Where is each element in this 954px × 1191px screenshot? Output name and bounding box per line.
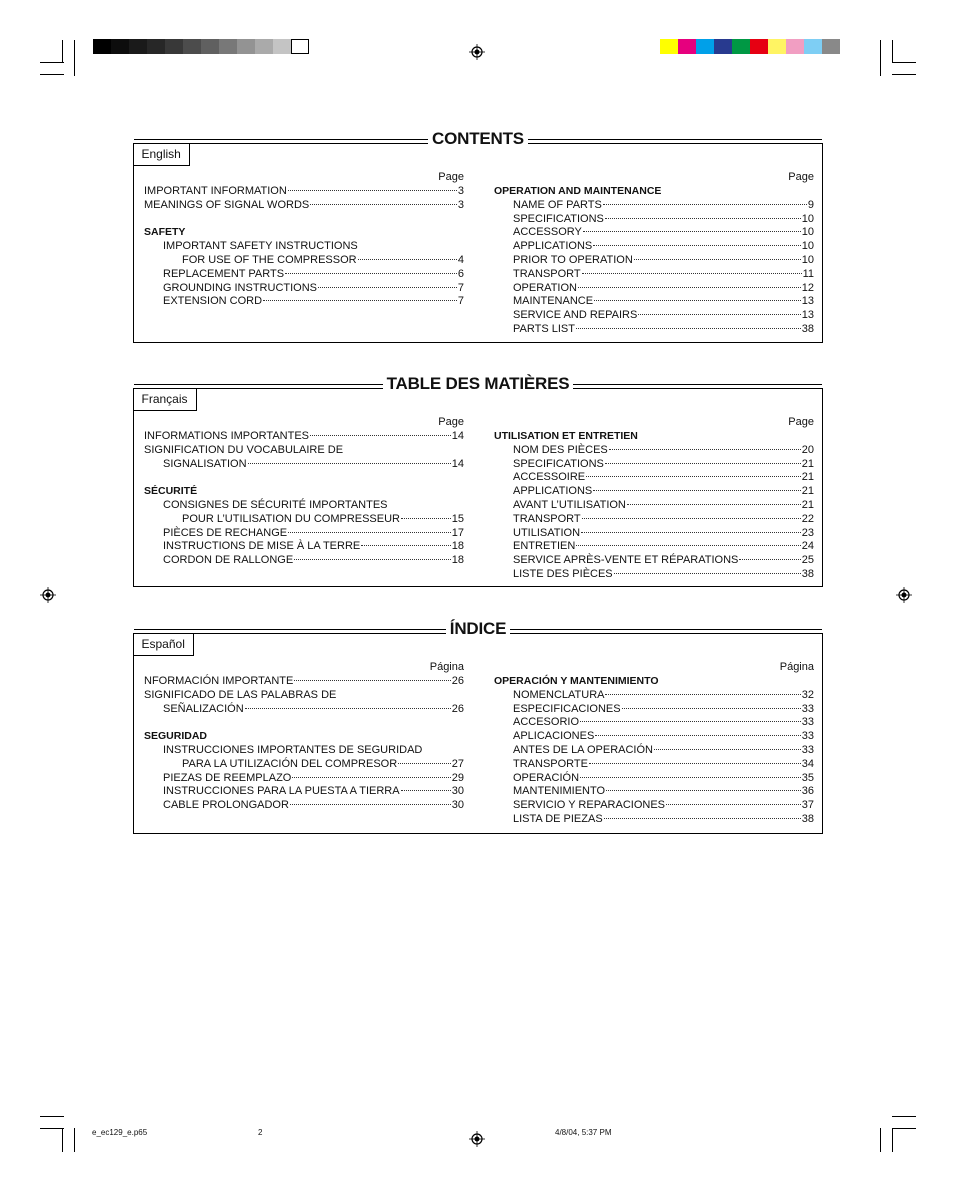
toc-leader-dots xyxy=(288,190,457,191)
toc-entry xyxy=(494,282,814,296)
language-label: Français xyxy=(133,388,197,411)
toc-leader-dots xyxy=(576,545,800,546)
toc-entry-page: 10 xyxy=(801,240,814,253)
crop-mark xyxy=(62,1128,63,1152)
toc-leader-dots xyxy=(294,680,450,681)
toc-entry-page: 38 xyxy=(801,322,814,335)
toc-right-column xyxy=(494,661,814,827)
toc-entry xyxy=(494,323,814,337)
toc-entry-page: 12 xyxy=(801,281,814,294)
toc-entry-title: CORDON DE RALLONGE xyxy=(163,554,294,567)
toc-entry xyxy=(144,444,464,458)
toc-entry-page: 10 xyxy=(801,212,814,225)
contents-section-french xyxy=(133,374,823,587)
toc-entry-title: APPLICATIONS xyxy=(513,240,593,253)
toc-leader-dots xyxy=(586,476,801,477)
toc-entry xyxy=(494,268,814,282)
toc-entry-title: EXTENSION CORD xyxy=(163,295,263,308)
toc-entry xyxy=(494,568,814,582)
toc-entry-title: SIGNIFICADO DE LAS PALABRAS DE xyxy=(144,688,337,701)
toc-entry-page: 35 xyxy=(801,771,814,784)
toc-entry xyxy=(494,226,814,240)
color-swatch xyxy=(93,39,111,54)
toc-entry xyxy=(494,730,814,744)
toc-leader-dots xyxy=(248,463,451,464)
toc-group-heading: UTILISATION ET ENTRETIEN xyxy=(494,430,638,442)
toc-leader-dots xyxy=(638,314,800,315)
toc-entry xyxy=(144,430,464,444)
toc-leader-dots xyxy=(627,504,801,505)
toc-entry xyxy=(144,675,464,689)
toc-entry-page: 33 xyxy=(801,702,814,715)
toc-entry-title: ESPECIFICACIONES xyxy=(513,702,621,715)
crop-mark xyxy=(892,40,893,62)
toc-entry xyxy=(494,758,814,772)
color-swatch xyxy=(129,39,147,54)
crop-mark xyxy=(40,62,64,63)
section-heading: CONTENTS xyxy=(428,129,528,149)
toc-entry xyxy=(144,268,464,282)
registration-mark-icon xyxy=(469,1131,485,1147)
toc-entry-title: NOMENCLATURA xyxy=(513,688,605,701)
toc-entry-title: GROUNDING INSTRUCTIONS xyxy=(163,281,317,294)
toc-group-heading: SEGURIDAD xyxy=(144,730,208,743)
toc-entry-page: 13 xyxy=(801,295,814,308)
toc-leader-dots xyxy=(583,231,801,232)
crop-mark xyxy=(892,74,916,75)
toc-entry xyxy=(494,554,814,568)
toc-entry-title: FOR USE OF THE COMPRESSOR xyxy=(182,253,357,266)
toc-entry-title: SEÑALIZACIÓN xyxy=(163,702,244,715)
page-column-header: Página xyxy=(779,661,814,673)
toc-leader-dots xyxy=(580,721,801,722)
toc-entry-title: POUR L’UTILISATION DU COMPRESSEUR xyxy=(182,512,400,525)
color-swatch xyxy=(732,39,750,54)
toc-entry-page: 23 xyxy=(801,526,814,539)
color-swatch xyxy=(750,39,768,54)
toc-entry-page: 17 xyxy=(451,526,464,539)
footer-timestamp: 4/8/04, 5:37 PM xyxy=(555,1128,612,1137)
toc-entry xyxy=(144,513,464,527)
toc-entry xyxy=(494,703,814,717)
toc-leader-dots xyxy=(634,259,801,260)
toc-entry-title: IMPORTANT INFORMATION xyxy=(144,185,287,197)
toc-entry-page: 6 xyxy=(457,267,464,280)
contents-section-spanish xyxy=(133,619,823,834)
toc-entry-title: NFORMACIÓN IMPORTANTE xyxy=(144,675,294,687)
toc-leader-dots xyxy=(578,287,801,288)
color-swatch xyxy=(237,39,255,54)
toc-entry-page: 30 xyxy=(451,785,464,798)
toc-leader-dots xyxy=(593,245,800,246)
toc-leader-dots xyxy=(739,559,800,560)
toc-entry xyxy=(494,309,814,323)
toc-entry-title: NOM DES PIÈCES xyxy=(513,443,608,456)
toc-entry-page: 36 xyxy=(801,785,814,798)
toc-leader-dots xyxy=(595,735,800,736)
toc-entry-page: 4 xyxy=(457,253,464,266)
toc-leader-dots xyxy=(318,287,457,288)
toc-leader-dots xyxy=(589,763,801,764)
toc-entry-title: APLICACIONES xyxy=(513,730,595,743)
toc-entry-page: 33 xyxy=(801,730,814,743)
toc-entry xyxy=(494,240,814,254)
toc-leader-dots xyxy=(401,790,451,791)
toc-entry xyxy=(494,772,814,786)
toc-entry-title: CONSIGNES DE SÉCURITÉ IMPORTANTES xyxy=(163,498,388,511)
toc-left-column xyxy=(144,171,464,309)
toc-entry-title: SIGNALISATION xyxy=(163,457,247,470)
toc-entry xyxy=(144,689,464,703)
toc-right-column xyxy=(494,171,814,337)
toc-entry xyxy=(144,527,464,541)
toc-entry xyxy=(144,499,464,513)
toc-entry-title: PARTS LIST xyxy=(513,322,575,335)
toc-leader-dots xyxy=(654,749,801,750)
spacer xyxy=(144,471,464,485)
toc-entry-title: SIGNIFICATION DU VOCABULAIRE DE xyxy=(144,443,344,456)
toc-entry xyxy=(494,527,814,541)
color-swatch xyxy=(804,39,822,54)
toc-entry-page: 26 xyxy=(451,675,464,687)
spacer xyxy=(144,716,464,730)
toc-entry-title: IMPORTANT SAFETY INSTRUCTIONS xyxy=(163,240,358,253)
toc-entry xyxy=(494,254,814,268)
toc-entry-page: 29 xyxy=(451,771,464,784)
toc-entry-page: 33 xyxy=(801,743,814,756)
toc-entry xyxy=(494,799,814,813)
toc-entry xyxy=(144,240,464,254)
toc-leader-dots xyxy=(310,204,457,205)
toc-leader-dots xyxy=(581,532,801,533)
registration-mark-icon xyxy=(40,587,56,603)
page-column-header: Page xyxy=(438,416,464,428)
toc-entry-title: SERVICIO Y REPARACIONES xyxy=(513,799,666,812)
toc-leader-dots xyxy=(245,708,451,709)
toc-entry-page: 37 xyxy=(801,799,814,812)
color-swatch xyxy=(183,39,201,54)
crop-mark xyxy=(892,62,916,63)
color-swatch xyxy=(714,39,732,54)
footer-filename: e_ec129_e.p65 xyxy=(92,1128,148,1137)
toc-leader-dots xyxy=(604,818,801,819)
toc-leader-dots xyxy=(358,259,457,260)
toc-entry-title: MEANINGS OF SIGNAL WORDS xyxy=(144,198,310,211)
toc-entry-page: 32 xyxy=(801,688,814,701)
color-swatch xyxy=(768,39,786,54)
toc-entry-title: SERVICE APRÈS-VENTE ET RÉPARATIONS xyxy=(513,554,739,567)
toc-entry-page: 7 xyxy=(457,295,464,308)
section-heading: TABLE DES MATIÈRES xyxy=(383,374,574,394)
toc-leader-dots xyxy=(290,804,451,805)
toc-entry-page: 11 xyxy=(802,267,814,280)
toc-entry-title: INSTRUCCIONES PARA LA PUESTA A TIERRA xyxy=(163,785,400,798)
process-color-bar xyxy=(660,39,840,54)
toc-entry-page: 25 xyxy=(801,554,814,567)
toc-entry-title: CABLE PROLONGADOR xyxy=(163,799,289,812)
color-swatch xyxy=(201,39,219,54)
toc-entry xyxy=(144,185,464,199)
toc-entry xyxy=(144,199,464,213)
toc-group-heading: SAFETY xyxy=(144,226,186,239)
toc-entry-page: 21 xyxy=(801,457,814,470)
toc-entry-title: PRIOR TO OPERATION xyxy=(513,253,633,266)
toc-entry-page: 9 xyxy=(807,198,814,211)
color-swatch xyxy=(822,39,840,54)
color-swatch xyxy=(273,39,291,54)
toc-leader-dots xyxy=(398,763,451,764)
toc-entry-title: ENTRETIEN xyxy=(513,540,576,553)
toc-entry xyxy=(144,540,464,554)
language-label: English xyxy=(133,143,190,166)
section-title xyxy=(134,129,822,149)
crop-mark xyxy=(892,1116,916,1117)
color-swatch xyxy=(219,39,237,54)
color-swatch xyxy=(111,39,129,54)
toc-leader-dots xyxy=(310,435,451,436)
toc-entry xyxy=(494,513,814,527)
toc-entry-title: LISTA DE PIEZAS xyxy=(513,812,603,825)
toc-entry-page: 13 xyxy=(801,309,814,322)
toc-entry-page: 34 xyxy=(801,757,814,770)
toc-leader-dots xyxy=(609,449,801,450)
toc-entry-page: 3 xyxy=(457,185,464,197)
page-column-header: Page xyxy=(788,416,814,428)
toc-entry-title: REPLACEMENT PARTS xyxy=(163,267,285,280)
page-column-header: Page xyxy=(438,171,464,183)
color-swatch xyxy=(678,39,696,54)
registration-mark-icon xyxy=(896,587,912,603)
toc-leader-dots xyxy=(622,708,801,709)
color-swatch xyxy=(291,39,309,54)
crop-mark xyxy=(880,40,881,76)
toc-entry-page: 26 xyxy=(451,702,464,715)
toc-entry-page: 20 xyxy=(801,443,814,456)
toc-entry xyxy=(144,458,464,472)
section-title xyxy=(134,374,822,394)
registration-mark-icon xyxy=(469,44,485,60)
toc-entry-title: MAINTENANCE xyxy=(513,295,594,308)
toc-entry-page: 21 xyxy=(801,498,814,511)
toc-entry-page: 22 xyxy=(801,512,814,525)
toc-entry-title: INSTRUCCIONES IMPORTANTES DE SEGURIDAD xyxy=(163,743,423,756)
toc-entry xyxy=(494,785,814,799)
toc-entry-page: 18 xyxy=(451,540,464,553)
toc-leader-dots xyxy=(294,559,451,560)
toc-entry-title: ACCESSOIRE xyxy=(513,471,586,484)
color-swatch xyxy=(660,39,678,54)
toc-leader-dots xyxy=(263,300,457,301)
toc-entry xyxy=(494,199,814,213)
toc-entry xyxy=(494,471,814,485)
toc-entry xyxy=(144,744,464,758)
toc-entry-title: INSTRUCTIONS DE MISE À LA TERRE xyxy=(163,540,361,553)
crop-mark xyxy=(880,1128,881,1152)
toc-entry-page: 24 xyxy=(801,540,814,553)
toc-entry-page: 7 xyxy=(457,281,464,294)
toc-entry xyxy=(144,772,464,786)
toc-leader-dots xyxy=(593,490,800,491)
grayscale-color-bar xyxy=(93,39,309,54)
toc-entry-title: OPERATION xyxy=(513,281,577,294)
toc-left-column xyxy=(144,416,464,568)
toc-group-heading: OPERATION AND MAINTENANCE xyxy=(494,185,662,197)
toc-entry-title: SERVICE AND REPAIRS xyxy=(513,309,638,322)
toc-entry-title: PIEZAS DE REEMPLAZO xyxy=(163,771,292,784)
toc-entry xyxy=(494,213,814,227)
toc-left-column xyxy=(144,661,464,813)
toc-leader-dots xyxy=(605,218,801,219)
toc-entry-page: 18 xyxy=(451,554,464,567)
toc-entry xyxy=(144,785,464,799)
toc-leader-dots xyxy=(582,518,801,519)
section-title xyxy=(134,619,822,639)
color-swatch xyxy=(165,39,183,54)
section-heading: ÍNDICE xyxy=(446,619,510,639)
toc-leader-dots xyxy=(401,518,451,519)
toc-entry-page: 21 xyxy=(801,485,814,498)
toc-leader-dots xyxy=(614,573,801,574)
footer-page-number: 2 xyxy=(258,1128,263,1137)
toc-entry-page: 21 xyxy=(801,471,814,484)
toc-entry-title: OPERACIÓN xyxy=(513,771,580,784)
toc-leader-dots xyxy=(580,777,801,778)
toc-entry-page: 38 xyxy=(801,567,814,580)
toc-entry-page: 27 xyxy=(451,757,464,770)
toc-right-column xyxy=(494,416,814,582)
crop-mark xyxy=(74,1128,75,1152)
crop-mark xyxy=(892,1128,916,1129)
toc-leader-dots xyxy=(288,532,451,533)
toc-entry-page: 38 xyxy=(801,812,814,825)
toc-entry xyxy=(144,799,464,813)
toc-entry-title: ANTES DE LA OPERACIÓN xyxy=(513,743,653,756)
toc-entry xyxy=(494,813,814,827)
toc-entry-page: 15 xyxy=(451,512,464,525)
toc-entry-title: LISTE DES PIÈCES xyxy=(513,567,613,580)
toc-entry xyxy=(494,458,814,472)
toc-entry xyxy=(144,254,464,268)
toc-entry xyxy=(494,744,814,758)
color-swatch xyxy=(786,39,804,54)
language-label: Español xyxy=(133,633,194,656)
toc-entry-title: INFORMATIONS IMPORTANTES xyxy=(144,430,310,442)
toc-leader-dots xyxy=(285,273,457,274)
toc-entry-page: 14 xyxy=(451,457,464,470)
spacer xyxy=(144,213,464,227)
contents-section-english xyxy=(133,129,823,343)
toc-entry xyxy=(494,540,814,554)
toc-entry-title: TRANSPORTE xyxy=(513,757,588,770)
toc-entry-title: SPECIFICATIONS xyxy=(513,457,604,470)
toc-entry-page: 30 xyxy=(451,799,464,812)
crop-mark xyxy=(892,1128,893,1152)
toc-leader-dots xyxy=(666,804,801,805)
toc-entry-title: SPECIFICATIONS xyxy=(513,212,604,225)
toc-entry xyxy=(144,703,464,717)
page-column-header: Page xyxy=(788,171,814,183)
toc-entry-title: PARA LA UTILIZACIÓN DEL COMPRESOR xyxy=(182,757,398,770)
toc-entry xyxy=(494,716,814,730)
toc-entry-page: 10 xyxy=(801,253,814,266)
toc-leader-dots xyxy=(603,204,807,205)
toc-entry-page: 10 xyxy=(801,226,814,239)
toc-entry-title: AVANT L’UTILISATION xyxy=(513,498,626,511)
toc-entry-title: ACCESSORY xyxy=(513,226,582,239)
toc-leader-dots xyxy=(582,273,802,274)
crop-mark xyxy=(62,40,63,62)
toc-leader-dots xyxy=(606,790,801,791)
toc-entry xyxy=(494,689,814,703)
toc-leader-dots xyxy=(605,694,800,695)
toc-entry-title: UTILISATION xyxy=(513,526,581,539)
toc-entry xyxy=(144,282,464,296)
page-column-header: Página xyxy=(429,661,464,673)
color-swatch xyxy=(147,39,165,54)
toc-entry-title: TRANSPORT xyxy=(513,512,581,525)
toc-group-heading: OPERACIÓN Y MANTENIMIENTO xyxy=(494,675,659,687)
toc-entry-page: 33 xyxy=(801,716,814,729)
toc-entry xyxy=(144,758,464,772)
crop-mark xyxy=(40,74,64,75)
toc-entry-title: NAME OF PARTS xyxy=(513,198,602,211)
toc-entry-title: TRANSPORT xyxy=(513,267,581,280)
toc-entry-page: 14 xyxy=(451,430,464,442)
toc-entry-title: PIÈCES DE RECHANGE xyxy=(163,526,288,539)
toc-entry xyxy=(494,485,814,499)
toc-entry-title: APPLICATIONS xyxy=(513,485,593,498)
toc-entry xyxy=(144,554,464,568)
toc-entry xyxy=(144,295,464,309)
toc-leader-dots xyxy=(594,300,801,301)
toc-entry xyxy=(494,499,814,513)
toc-entry-title: MANTENIMIENTO xyxy=(513,785,606,798)
toc-leader-dots xyxy=(605,463,801,464)
toc-entry xyxy=(494,295,814,309)
toc-leader-dots xyxy=(361,545,451,546)
toc-entry xyxy=(494,444,814,458)
toc-leader-dots xyxy=(292,777,450,778)
toc-leader-dots xyxy=(576,328,801,329)
color-swatch xyxy=(255,39,273,54)
color-swatch xyxy=(696,39,714,54)
toc-group-heading: SÉCURITÉ xyxy=(144,485,198,498)
crop-mark xyxy=(40,1116,64,1117)
toc-entry-page: 3 xyxy=(457,198,464,211)
toc-entry-title: ACCESORIO xyxy=(513,716,580,729)
crop-mark xyxy=(74,40,75,76)
crop-mark xyxy=(40,1128,64,1129)
